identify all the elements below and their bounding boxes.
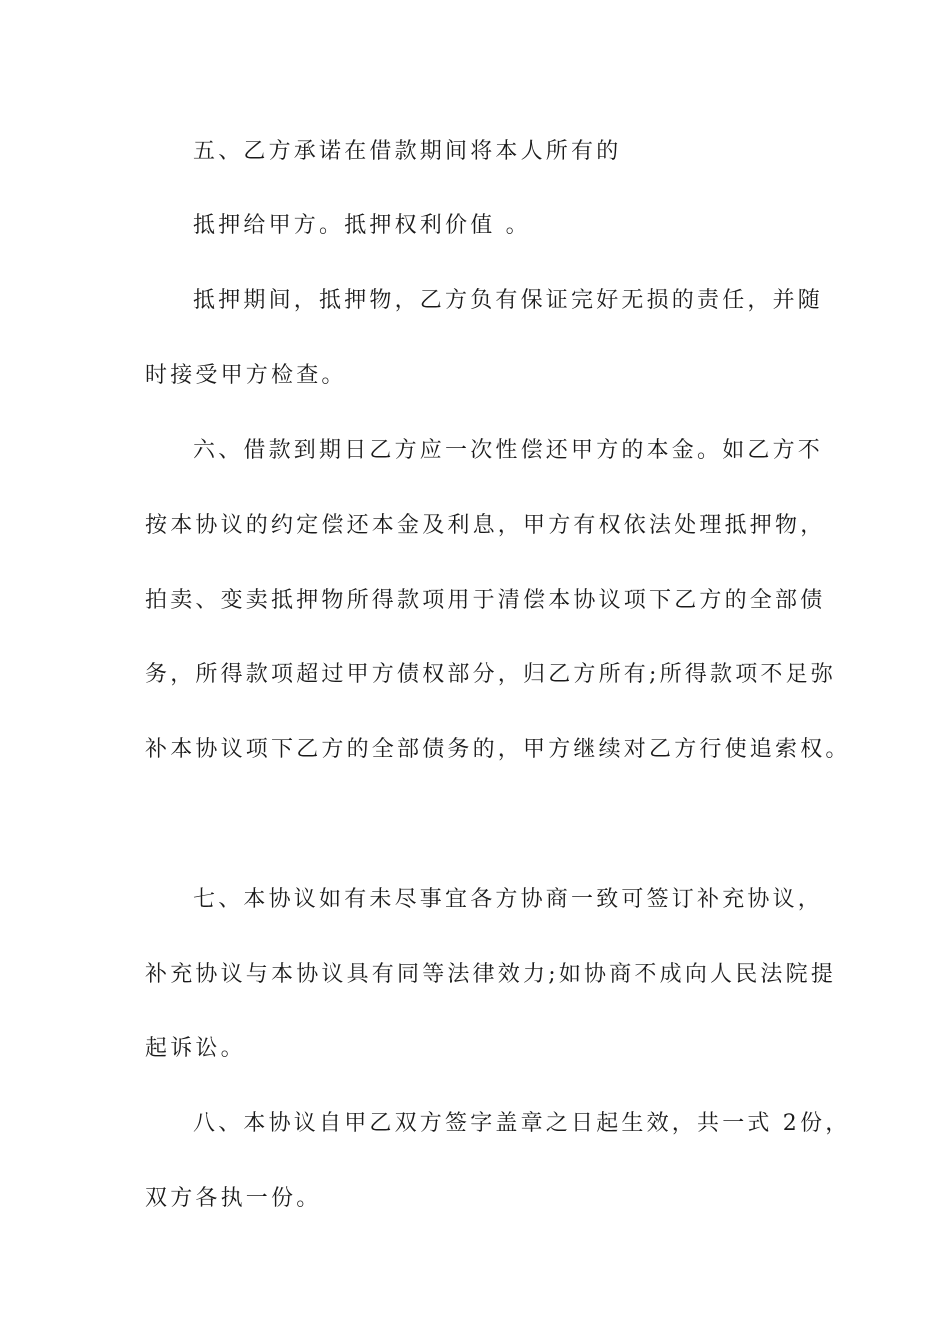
clause-6-line-4: 务，所得款项超过甲方债权部分，归乙方所有;所得款项不足弥 [145, 662, 837, 687]
clause-5-line-1: 五、乙方承诺在借款期间将本人所有的 [193, 139, 622, 164]
clause-6-line-1: 六、借款到期日乙方应一次性偿还甲方的本金。如乙方不 [193, 438, 824, 463]
clause-8-line-2: 双方各执一份。 [145, 1186, 322, 1211]
clause-6-line-2: 按本协议的约定偿还本金及利息，甲方有权依法处理抵押物， [145, 513, 826, 538]
clause-7-line-1: 七、本协议如有未尽事宜各方协商一致可签订补充协议， [193, 887, 824, 912]
clause-5-line-3: 抵押期间，抵押物，乙方负有保证完好无损的责任，并随 [193, 288, 824, 313]
clause-7-line-2: 补充协议与本协议具有同等法律效力;如协商不成向人民法院提 [145, 962, 837, 987]
clause-6-line-3: 拍卖、变卖抵押物所得款项用于清偿本协议项下乙方的全部债 [145, 588, 826, 613]
clause-8-line-1: 八、本协议自甲乙双方签字盖章之日起生效，共一式 2份， [193, 1111, 851, 1136]
clause-6-line-5: 补本协议项下乙方的全部债务的，甲方继续对乙方行使追索权。 [145, 737, 851, 762]
clause-5-line-4: 时接受甲方检查。 [145, 363, 347, 388]
clause-7-line-3: 起诉讼。 [145, 1036, 246, 1061]
clause-5-line-2: 抵押给甲方。抵押权利价值 。 [193, 213, 531, 238]
